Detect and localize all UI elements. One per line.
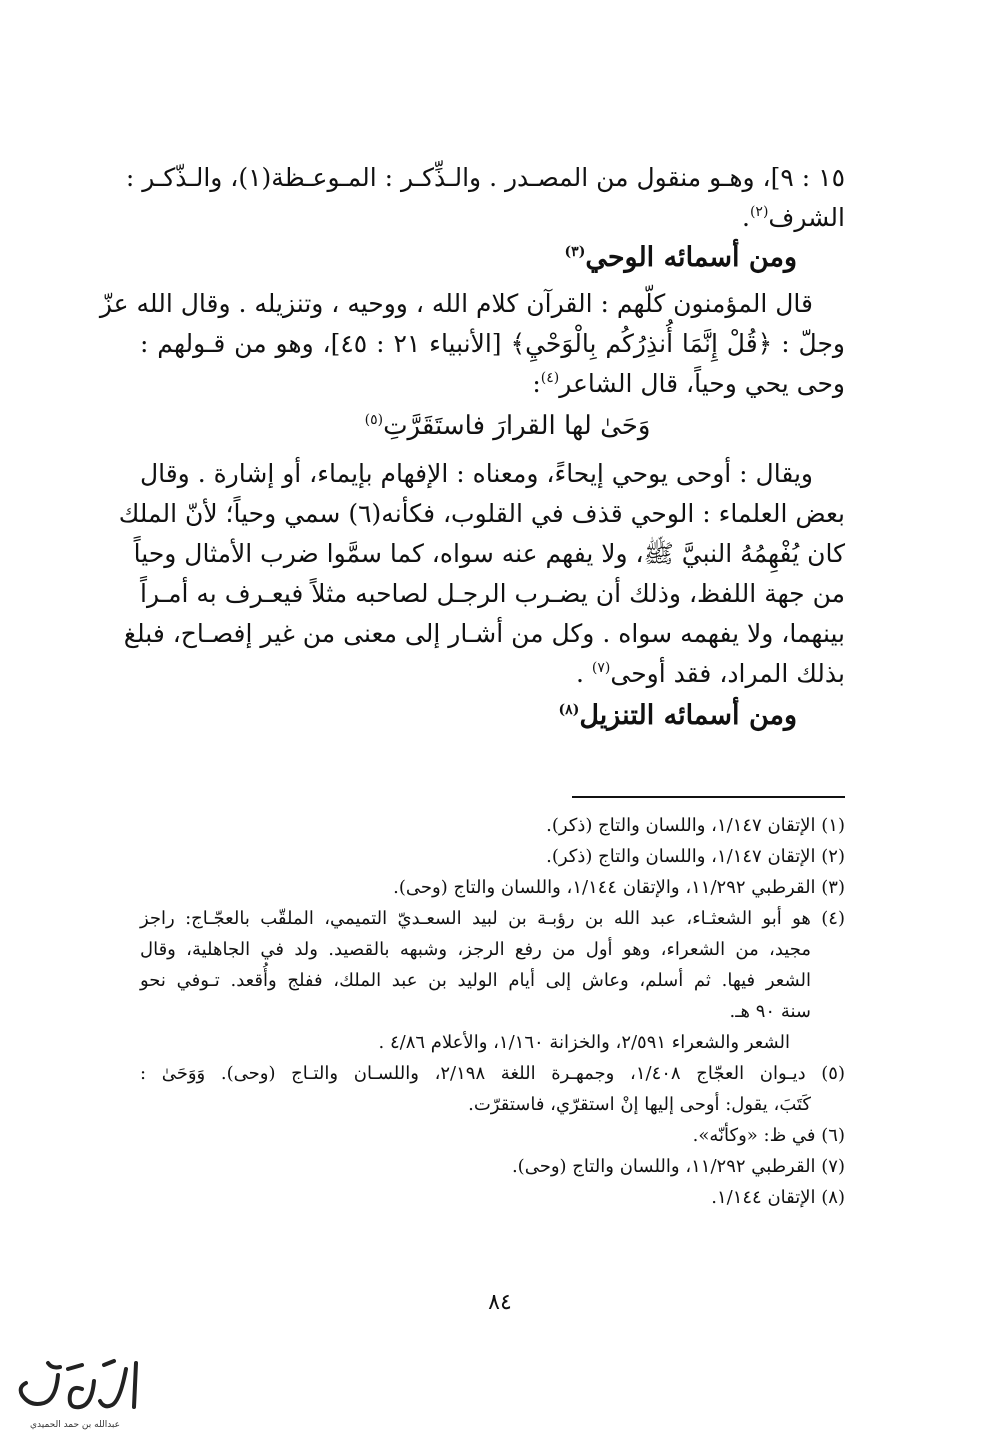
footnote: (٤) هو أبو الشعثـاء، عبد الله بن رؤبـة بن لبيد السعـديّ التميمي، الملقّب بالعجّـاج: راجز <box>140 908 845 929</box>
body-line: بينهما، ولا يفهمه سواه . وكل من أشـار إلى معنى من غير إفصـاح، فبلغ <box>123 619 845 648</box>
footnote-continuation: كَتَبَ، يقول: أوحى إليها إنْ استقرّي، فاستقرّت. <box>468 1094 811 1115</box>
footnote: (٨) الإتقان ١/١٤٤. <box>711 1187 845 1208</box>
body-line: بذلك المراد، فقد أوحى$^{(٧)}$ . <box>576 659 845 688</box>
footnote-ref: (٤) <box>540 370 560 386</box>
footnote-divider <box>572 796 845 798</box>
footnote-source: الشعر والشعراء ٢/٥٩١، والخزانة ١/١٦٠، والأعلام ٤/٨٦ . <box>378 1032 790 1053</box>
body-line: قال المؤمنون كلّهم : القرآن كلام الله ، ووحيه ، وتنزيله . وقال الله عزّ <box>99 289 813 318</box>
body-line: من جهة اللفظ، وذلك أن يضـرب الرجـل لصاحبه مثلاً فيعـرف به أمـراً <box>140 579 845 608</box>
footnote: (٥) ديـوان العجّاج ١/٤٠٨، وجمهـرة اللغة ٢/١٩٨، واللسـان والتـاج (وحى). وَوَحَىٰ : <box>140 1063 845 1084</box>
body-line: ويقال : أوحى يوحي إيحاءً، ومعناه : الإفهام بإيماء، أو إشارة . وقال <box>139 459 813 488</box>
body-line: وحى يحي وحياً، قال الشاعر$^{(٤)}$: <box>532 369 845 398</box>
footnote: (٢) الإتقان ١/١٤٧، واللسان والتاج (ذكر). <box>546 846 845 867</box>
footnote-ref: (٨) <box>558 702 580 718</box>
footnote-continuation: مجيد، من الشعراء، وهو أول من رفع الرجز، وشبهه بالقصيد. ولد في الجاهلية، وقال <box>140 939 811 960</box>
svg-text:عبدالله بن حمد الحميدي: عبدالله بن حمد الحميدي <box>29 1420 121 1430</box>
page-number: ٨٤ <box>488 1290 512 1315</box>
body-line: الشرف$^{(٢)}$. <box>742 203 845 232</box>
poetry-verse: وَحَىٰ لها القرارَ فاستَقَرَّتِ$^{(٥)}$ <box>364 411 651 441</box>
footnote-ref: (٥) <box>364 412 384 428</box>
body-line: وجلّ : ﴿قُلْ إِنَّمَا أُنذِرُكُم بِالْوَحْيِ﴾ [الأنبياء ٢١ : ٤٥]، وهو من قـولهم : <box>140 329 845 358</box>
section-heading: ومن أسمائه التنزيل$^{(٨)}$ <box>558 700 797 731</box>
footnote-continuation: الشعر فيها. ثم أسلم، وعاش إلى أيام الوليد بن عبد الملك، ففلج وأُقعد. تـوفي نحو <box>140 970 811 991</box>
main-text <box>99 158 845 738</box>
body-line: ١٥ : ٩]، وهـو منقول من المصـدر . والـذِّكـر : المـوعـظة(١)، والـذّكـر : <box>125 163 845 192</box>
section-heading: ومن أسمائه الوحي$^{(٣)}$ <box>564 242 797 273</box>
footnote-ref: (٣) <box>564 244 586 260</box>
footnote: (٧) القرطبي ١١/٢٩٢، واللسان والتاج (وحى). <box>511 1156 845 1177</box>
footnote-ref: (٢) <box>749 204 769 220</box>
footnotes <box>140 810 845 1213</box>
footnote: (٦) في ظ: «وكأنّه». <box>692 1125 845 1146</box>
body-line: كان يُفْهِمُهُ النبيَّ ﷺ، ولا يفهم عنه سواه، كما سمَّوا ضرب الأمثال وحياً <box>133 539 845 568</box>
footnote: (١) الإتقان ١/١٤٧، واللسان والتاج (ذكر). <box>546 815 845 836</box>
footnote: (٣) القرطبي ١١/٢٩٢، والإتقان ١/١٤٤، واللسان والتاج (وحى). <box>393 877 845 898</box>
footnote-ref: (٧) <box>591 660 611 676</box>
body-line: بعض العلماء : الوحي قذف في القلوب، فكأنه(٦) سمي وحياً؛ لأنّ الملك <box>118 499 845 528</box>
footnote-continuation: سنة ٩٠ هـ. <box>729 1001 811 1022</box>
calligraphy-logo-icon <box>8 1355 143 1435</box>
